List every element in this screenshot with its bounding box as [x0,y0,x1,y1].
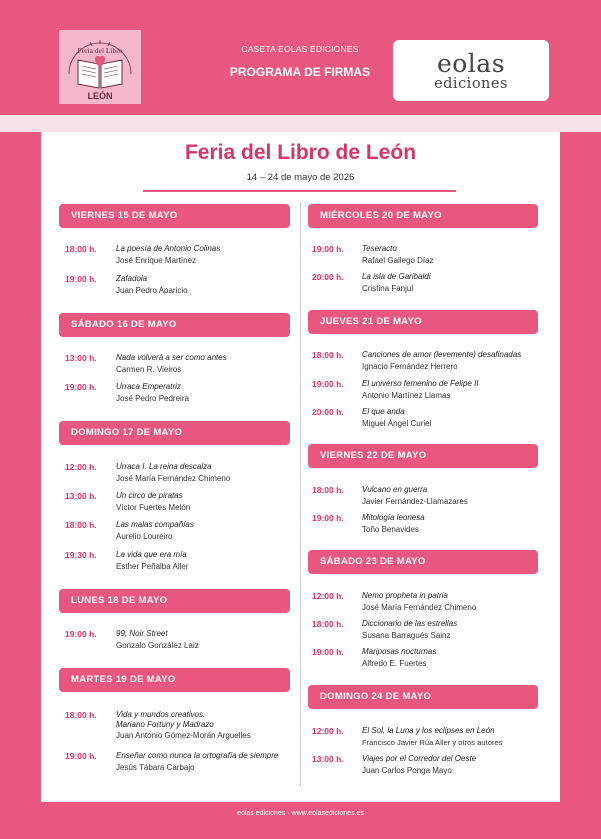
event-time: 18:00 h. [312,350,344,360]
event-author: José Pedro Pedreira [116,394,189,403]
event-time: 13:00 h. [312,754,344,764]
event-time: 18:00 h. [65,244,97,254]
event-title: El Sol, la Luna y los eclipses en León [362,726,495,735]
header-title: PROGRAMA DE FIRMAS [229,65,371,79]
event-author: Aurelio Loureiro [116,532,173,541]
event-title: Mitología leonesa [362,513,425,522]
feria-logo [59,30,141,104]
header-band [0,0,601,115]
eolas-logo [393,40,549,101]
header-center [200,44,400,79]
event-title: Canciones de amor (levemente) desafinadas [362,350,522,359]
event-title: Teseracto [362,244,397,253]
logo-leon-text: LEÓN [87,91,113,101]
event-title: Un circo de piratas [116,491,183,500]
event-time: 19:00 h. [65,629,97,639]
event-author: Víctor Fuertes Melón [116,503,191,512]
event-author: José María Fernández Chimeno [362,603,477,612]
event-author: Gonzalo González Laiz [116,641,199,650]
event-title: Zafadola [116,274,148,283]
event-title: Mariposas nocturnas [362,647,437,656]
event-title: Enseñar como nunca la ortografía de siempre [116,751,279,760]
pale-band [0,115,601,132]
event-title: La vida que era mía [116,550,187,559]
event-time: 19:00 h. [312,379,344,389]
event-author: Antonio Martínez Llamas [362,391,451,400]
event-title: Vida y mundos creativos. [116,710,206,719]
event-author: Rafael Gallego Díaz [362,256,434,265]
event-author: Javier Fernández-Llamazares [362,497,468,506]
event-title-line2: Mariano Fortuny y Madrazo [116,720,214,729]
event-time: 18:00 h. [65,710,97,720]
event-title: El universo femenino de Felipe II [362,379,479,388]
eolas-logo-line1: eolas [436,49,506,78]
event-author: Juan Carlos Ponga Mayo [362,766,452,775]
logo-arc-text: Feria del Libro [77,46,123,55]
title-rule [143,190,456,192]
day-header-lunes-18: LUNES 18 DE MAYO [59,589,290,613]
header-subtitle: CASETA EOLAS EDICIONES [241,44,359,54]
event-time: 19:00 h. [65,382,97,392]
book-logo-icon [59,30,141,104]
event-time: 13:00 h. [65,353,97,363]
event-author: Toño Benavides [362,525,419,534]
event-title: Vulcano en guerra [362,485,428,494]
event-time: 12:00 h. [312,591,344,601]
day-header-sabado-23: SÁBADO 23 DE MAYO [308,550,538,574]
day-header-viernes-22: VIERNES 22 DE MAYO [308,444,538,468]
event-time: 20:00 h. [312,272,344,282]
event-title: El que anda [362,407,405,416]
event-author: Cristina Fanjul [362,284,414,293]
event-author: Juan Antonio Gómez-Morán Arguelles [116,731,251,740]
event-time: 19:00 h. [312,647,344,657]
day-header-domingo-17: DOMINGO 17 DE MAYO [59,421,290,445]
event-time: 20:00 h. [312,407,344,417]
event-author: José Enrique Martínez [116,256,197,265]
event-author: Juan Pedro Aparicio [116,286,188,295]
event-title: La poesía de Antonio Colinas [116,244,221,253]
event-author: Carmen R. Vieiros [116,365,182,374]
day-header-miercoles-20: MIÉRCOLES 20 DE MAYO [308,204,538,228]
event-time: 12:00 h. [312,726,344,736]
event-title: Nemo propheta in patria [362,591,448,600]
event-author: Miguel Ángel Curiel [362,419,432,428]
day-header-jueves-21: JUEVES 21 DE MAYO [308,310,538,334]
event-title: 99, Noir Street [116,629,168,638]
event-author: Esther Peñalba Aller [116,562,189,571]
event-time: 19:00 h. [65,751,97,761]
event-title: Urraca Emperatriz [116,382,181,391]
event-time: 18:00 h. [312,485,344,495]
event-author: Susana Barragués Sainz [362,631,451,640]
event-time: 19:00 h. [312,244,344,254]
page-title: Feria del Libro de León [184,141,417,164]
column-divider [300,202,301,786]
event-author: Jesús Tábara Carbajo [116,763,195,772]
event-author: José María Fernández Chimeno [116,474,231,483]
event-time: 13:00 h. [65,491,97,501]
event-author: Francisco Javier Rúa Aller y otros autores [362,738,503,747]
event-author: Alfredo E. Fuertes [362,659,427,668]
day-header-martes-19: MARTES 19 DE MAYO [59,668,290,692]
day-header-viernes-15: VIERNES 15 DE MAYO [59,204,290,228]
day-header-domingo-24: DOMINGO 24 DE MAYO [308,685,538,709]
day-header-sabado-16: SÁBADO 16 DE MAYO [59,313,290,337]
event-author: Ignacio Fernández Herrero [362,362,458,371]
event-title: Diccionario de las estrellas [362,619,458,628]
footer-text: eolas ediciones · www.eolasediciones.es [237,810,364,817]
event-time: 19:30 h. [65,550,97,560]
event-title: Nada volverá a ser como antes [116,353,227,362]
event-time: 19:00 h. [312,513,344,523]
eolas-logo-line2: ediciones [434,76,508,92]
event-title: Urraca I. La reina descalza [116,462,212,471]
event-time: 19:00 h. [65,274,97,284]
event-time: 12:00 h. [65,462,97,472]
event-time: 18:00 h. [65,520,97,530]
event-title: Las malas compañías [116,520,194,529]
event-title: La isla de Garibaldi [362,272,431,281]
event-time: 18:00 h. [312,619,344,629]
page-date: 14 – 24 de mayo de 2026 [246,172,355,183]
event-title: Viajes por el Corredor del Oeste [362,754,477,763]
